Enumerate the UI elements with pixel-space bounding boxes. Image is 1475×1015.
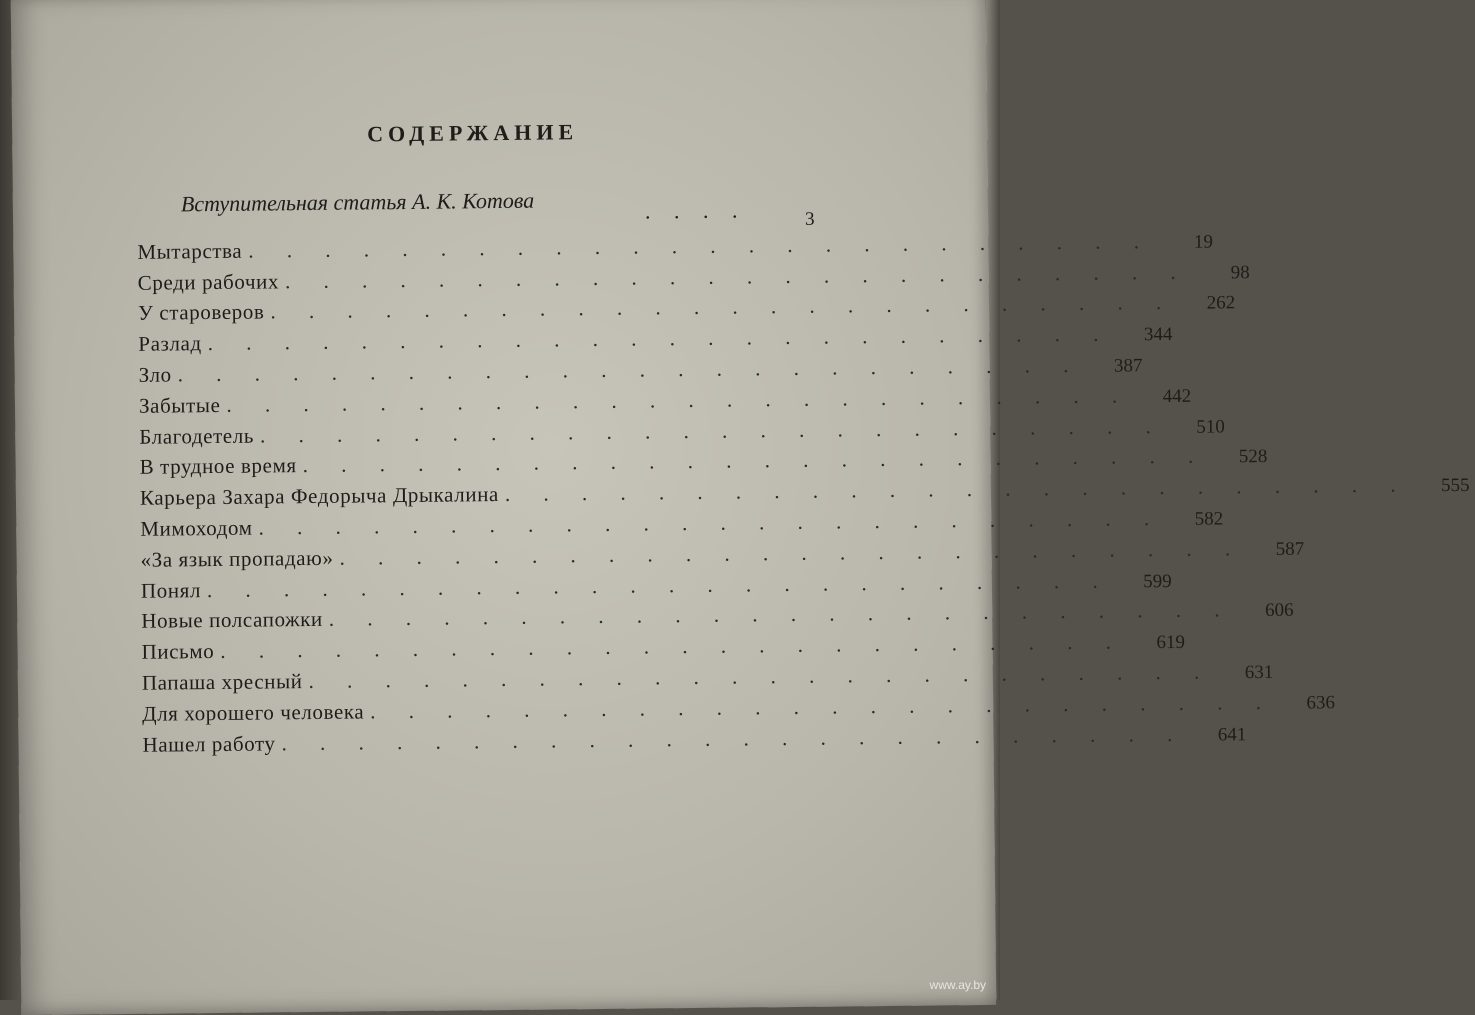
dot-leader: . . . . . . . . . . . . . . . . . . . . . . . . (177, 352, 1083, 387)
toc-entry-label: «За язык пропадаю» (140, 545, 334, 572)
toc-entry-page: 19 (1193, 231, 1214, 253)
dot-leader: . . . . . . . . . . . . . . . . . . . . . . . . (308, 659, 1214, 694)
toc-entry-label: Понял (140, 577, 202, 603)
toc-entry-page: 599 (1143, 570, 1172, 592)
toc-entry-page: 587 (1275, 538, 1305, 560)
page-title: СОДЕРЖАНИЕ (367, 119, 579, 147)
dot-leader: . . . . . . . . . . . . . . . . . . . . . . . . (339, 536, 1245, 570)
toc-entry-page: 619 (1156, 632, 1186, 654)
dot-leader: . . . . . . . . . . . . . . . . . . . . . . . . (258, 506, 1164, 540)
dot-leader: . . . . . . . . . . . . . . . . . . . . . . . . (248, 228, 1154, 263)
toc-entry-page: 555 (1440, 475, 1470, 497)
table-of-contents (137, 226, 1470, 757)
toc-intro-label: Вступительная статья А. К. Котова (180, 187, 535, 217)
dot-leader: . . . . . . . . . . . . . . . . . . . . . . . . (284, 259, 1190, 293)
toc-entry-label: Письмо (141, 639, 215, 664)
toc-entry-page: 442 (1162, 385, 1192, 407)
dot-leader: . . . . . . . . . . . . . . . . . . . . . . . . (370, 689, 1276, 724)
book-page (11, 0, 1470, 1015)
toc-entry-label: Нашел работу (142, 730, 276, 757)
toc-entry-page: 510 (1196, 416, 1225, 438)
dot-leader: . . . . . . . . . . . . . . . . . . . . . . . . (259, 413, 1165, 448)
toc-entry-page: 636 (1306, 692, 1336, 714)
watermark: www.ay.by (929, 978, 986, 992)
toc-entry-label: Благодетель (139, 423, 255, 449)
toc-entry-label: У староверов (137, 299, 265, 326)
toc-entry-page: 262 (1206, 292, 1236, 315)
toc-entry-page: 344 (1143, 324, 1173, 346)
toc-entry-page: 98 (1230, 261, 1250, 283)
toc-entry-page: 641 (1217, 723, 1247, 746)
toc-entry-label: Мимоходом (140, 515, 253, 541)
toc-entry-page: 528 (1238, 446, 1268, 468)
toc-entry-label: Забытые (138, 392, 221, 418)
dot-leader: . . . . . . . . . . . . . . . . . . . . . . . . (302, 444, 1208, 478)
dot-leader: . . . . . . . . . . . . . . . . . . . . . . . . (206, 568, 1112, 602)
toc-entry-page: 387 (1113, 355, 1143, 377)
dot-leader: . . . . . . . . . . . . . . . . . . . . . . . . (281, 721, 1187, 755)
dot-leader: . . . . . . . . . . . . . . . . . . . . . . . . (270, 290, 1176, 324)
toc-entry-label: Мытарства (137, 238, 243, 264)
toc-entry-label: Для хорошего человека (142, 699, 365, 726)
toc-entry-page: 606 (1264, 600, 1294, 622)
dot-leader: . . . . . . . . . . . . . . . . . . . . . . . . (207, 321, 1113, 356)
dot-leader: . . . . . . . . . . . . . . . . . . . . . . . . (504, 472, 1410, 507)
toc-entry-label: Папаша хресный (141, 669, 303, 695)
toc-intro-dots: . . . . (644, 197, 747, 224)
toc-entry-label: В трудное время (139, 453, 297, 480)
toc-entry-page: 631 (1244, 661, 1274, 684)
dot-leader: . . . . . . . . . . . . . . . . . . . . . . . . (220, 629, 1126, 664)
toc-entry-label: Новые полсапожки (141, 607, 323, 634)
toc-intro-page: 3 (804, 208, 815, 230)
toc-entry-label: Карьера Захара Федорыча Дрыкалина (139, 482, 500, 510)
dot-leader: . . . . . . . . . . . . . . . . . . . . . . . . (226, 383, 1132, 417)
toc-entry (142, 719, 1247, 757)
toc-entry-label: Среди рабочих (137, 268, 280, 295)
dot-leader: . . . . . . . . . . . . . . . . . . . . . . . . (328, 597, 1234, 632)
toc-entry-page: 582 (1194, 508, 1224, 530)
toc-entry-label: Разлад (138, 331, 202, 357)
toc-entry-label: Зло (138, 362, 172, 387)
